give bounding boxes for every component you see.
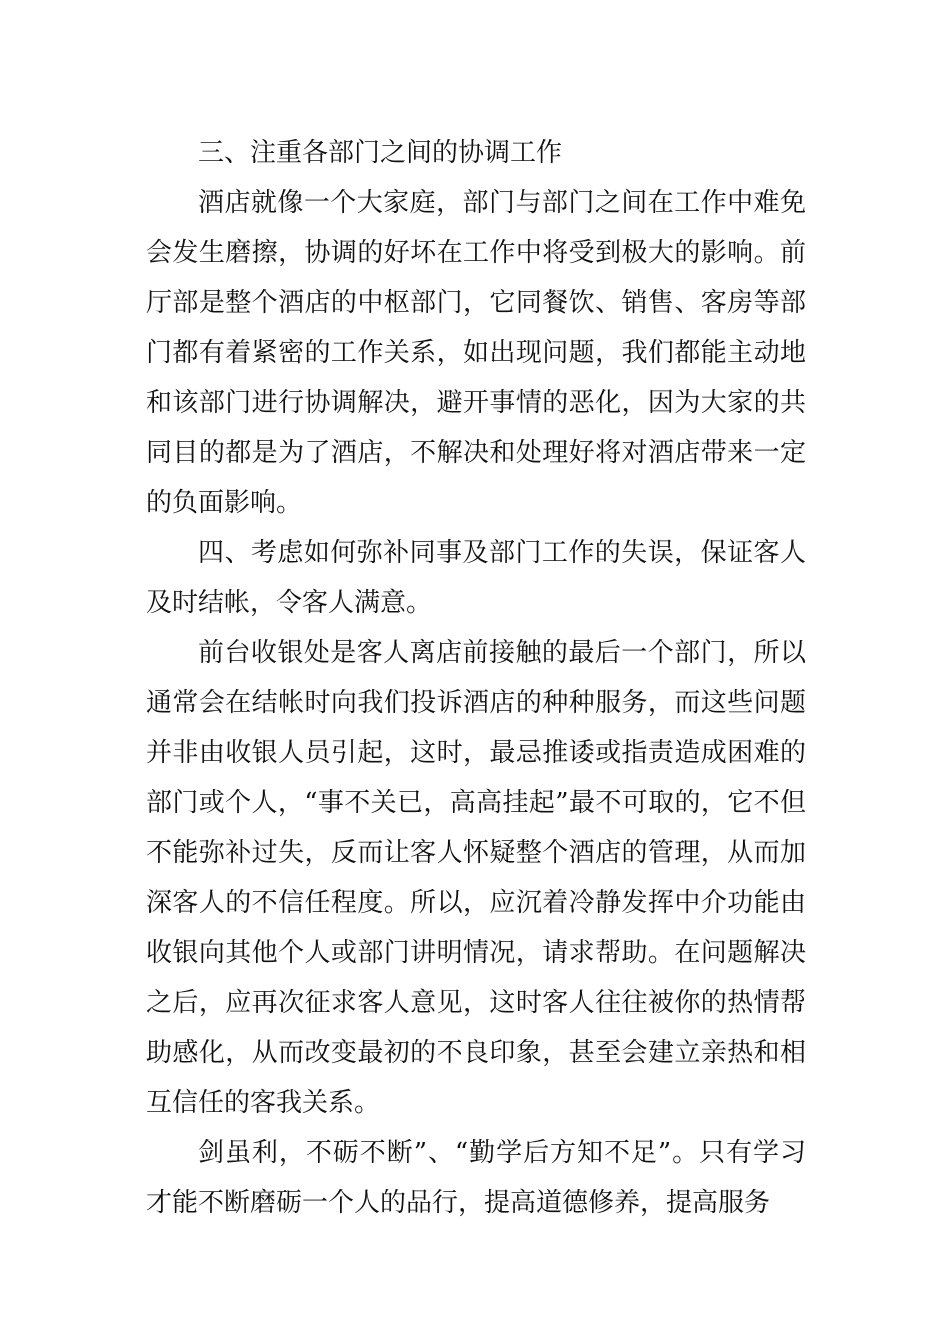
paragraph-learning: 剑虽利，不砺不断”、“勤学后方知不足”。只有学习才能不断磨砺一个人的品行，提高道德修养，提高服务 — [146, 1138, 806, 1218]
section-heading-remedy: 四、考虑如何弥补同事及部门工作的失误，保证客人及时结帐，令客人满意。 — [146, 538, 806, 618]
paragraph-cashier: 前台收银处是客人离店前接触的最后一个部门，所以通常会在结帐时向我们投诉酒店的种种服务，而这些问题并非由收银人员引起，这时，最忌推诿或指责造成困难的部门或个人，“事不关已，高高挂起”最不可取的，它不但不能弥补过失，反而让客人怀疑整个酒店的管理，从而加深客人的不信任程度。所以，应沉着冷静发挥中介功能由收银向其他个人或部门讲明情况，请求帮助。在问题解决之后，应再次征求客人意见，这时客人往往被你的热情帮助感化，从而改变最初的不良印象，甚至会建立亲热和相互信任的客我关系。 — [146, 638, 806, 1118]
document-body — [146, 128, 806, 1228]
paragraph-coordination: 酒店就像一个大家庭，部门与部门之间在工作中难免会发生磨擦，协调的好坏在工作中将受到极大的影响。前厅部是整个酒店的中枢部门，它同餐饮、销售、客房等部门都有着紧密的工作关系，如出现问题，我们都能主动地和该部门进行协调解决，避开事情的恶化，因为大家的共同目的都是为了酒店，不解决和处理好将对酒店带来一定的负面影响。 — [146, 188, 806, 518]
section-heading-coordination: 三、注重各部门之间的协调工作 — [198, 138, 563, 168]
